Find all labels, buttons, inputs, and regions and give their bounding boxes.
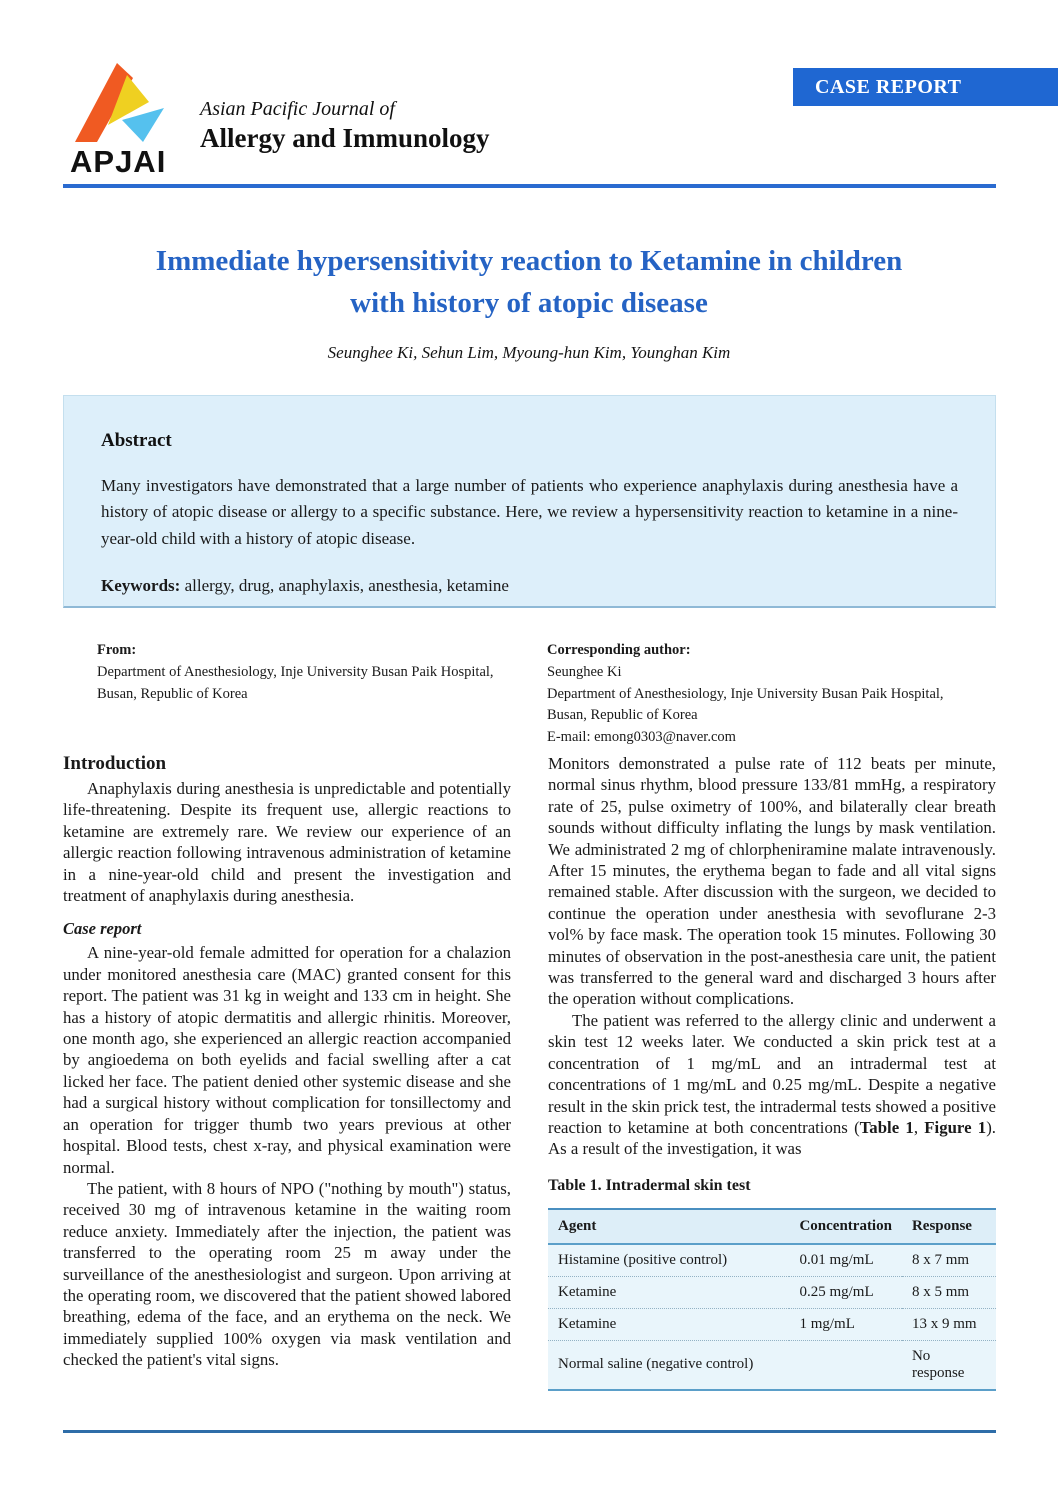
abstract-heading: Abstract (101, 430, 172, 451)
cell-concentration: 1 mg/mL (789, 1308, 902, 1340)
case-report-paragraph-3: Monitors demonstrated a pulse rate of 112 beats per minute, normal sinus rhythm, blood pressure 133/81 mmHg, a respiratory rate of 25, pulse oximetry of 100%, and bilaterally clear breath sounds without difficulty inflating the lungs by mask ventilation. We administrated 2 mg of chlorpheniramine malate intravenously. After 15 minutes, the erythema began to fade and all vital signs remained stable. After discussion with the surgeon, we decided to continue the operation under anesthesia with sevoflurane 2-3 vol% by face mask. The operation took 15 minutes. Following 30 minutes of observation in the post-anesthesia care unit, the patient was transferred to the general ward and discharged 3 hours after the operation without complications. (548, 754, 996, 1009)
case-report-paragraph-1: A nine-year-old female admitted for operation for a chalazion under monitored anesthesia care (MAC) granted consent for this report. The patient was 31 kg in weight and 133 cm in height. She has a history of atopic dermatitis and allergic rhinitis. Moreover, one month ago, she experienced an allergic reaction accompanied by angioedema on both eyelids and facial swelling after a cat licked her face. The patient denied other systemic disease and she had a surgical history without complication for tonsillectomy and an operation for trigger thumb two years previous at other hospital. Blood tests, chest x-ray, and physical examination were normal. (63, 943, 511, 1177)
cell-agent: Histamine (positive control) (548, 1244, 789, 1277)
cell-response: No response (902, 1340, 996, 1390)
cell-concentration: 0.25 mg/mL (789, 1276, 902, 1308)
article-title-line1: Immediate hypersensitivity reaction to Ketamine in children (155, 245, 903, 277)
article-title (63, 240, 995, 324)
cell-response: 8 x 5 mm (902, 1276, 996, 1308)
column-header-concentration: Concentration (789, 1209, 902, 1244)
case-report-badge: CASE REPORT (793, 68, 1058, 106)
affiliations (63, 640, 996, 749)
keywords-list: allergy, drug, anaphylaxis, anesthesia, ketamine (180, 576, 509, 596)
paragraph-text: ). As a result of the investigation, it was (548, 1117, 996, 1159)
corresponding-email: E-mail: emong0303@naver.com (547, 729, 736, 745)
cell-response: 13 x 9 mm (902, 1308, 996, 1340)
table-header-row (548, 1209, 996, 1244)
cell-concentration (789, 1340, 902, 1390)
corresponding-line: Department of Anesthesiology, Inje University Busan Paik Hospital, (547, 685, 944, 702)
table-row (548, 1308, 996, 1340)
left-column (63, 753, 511, 1391)
case-report-paragraph-4 (548, 1010, 996, 1160)
header-divider (63, 184, 996, 188)
table-1-caption: Table 1. Intradermal skin test (548, 1176, 751, 1194)
intradermal-skin-test-table (548, 1208, 996, 1391)
footer-divider (63, 1430, 996, 1433)
journal-name-line1: Asian Pacific Journal of (200, 98, 395, 120)
introduction-heading: Introduction (63, 753, 167, 774)
paragraph-text: The patient was referred to the allergy clinic and underwent a skin test 12 weeks later. We conducted a skin prick test at a concentration of 1 mg/mL and an intradermal test at concentrations of 1 mg/mL and 0.25 mg/mL. Despite a negative result in the skin prick test, the intradermal tests showed a positive reaction to ketamine at both concentrations ( (548, 1010, 996, 1137)
table-1-reference: Table 1 (859, 1117, 914, 1137)
case-report-paragraph-2: The patient, with 8 hours of NPO ("nothing by mouth") status, received 30 mg of intravenous ketamine in the waiting room reduce anxiety. Immediately after the injection, the patient was transferred to the operating room 25 m away under the surveillance of the anesthesiologist and surgeon. Upon arriving at the operating room, we discovered that the patient showed labored breathing, edema of the face, and an erythema on the neck. We immediately supplied 100% oxygen via mask ventilation and checked the patient's vital signs. (63, 1178, 511, 1370)
apjai-triangle-icon (70, 58, 178, 144)
cell-agent: Normal saline (negative control) (548, 1340, 789, 1390)
cell-agent: Ketamine (548, 1276, 789, 1308)
table-row (548, 1340, 996, 1390)
corresponding-label: Corresponding author: (547, 642, 691, 658)
article-body (63, 753, 996, 1391)
cell-agent: Ketamine (548, 1308, 789, 1340)
case-report-heading: Case report (63, 919, 142, 939)
corresponding-line: Seunghee Ki (547, 663, 622, 680)
table-row (548, 1244, 996, 1277)
apjai-logo (70, 58, 182, 177)
introduction-paragraph: Anaphylaxis during anesthesia is unpredictable and potentially life-threatening. Despite its frequent use, allergic reactions to ketamine are extremely rare. We review our experience of an allergic reaction following intravenous administration of ketamine in a nine-year-old child and present the investigation and treatment of anaphylaxis during anesthesia. (63, 779, 511, 906)
logo-wordmark: APJAI (70, 144, 167, 179)
table-row (548, 1276, 996, 1308)
right-column (548, 753, 996, 1391)
corresponding-line: Busan, Republic of Korea (547, 707, 698, 724)
abstract-body: Many investigators have demonstrated that a large number of patients who experience anaphylaxis during anesthesia have a history of atopic disease or allergy to a specific substance. Here, we review a hypersensitivity reaction to ketamine in a nine-year-old child with a history of atopic disease. (101, 476, 958, 548)
corresponding-author-block (547, 640, 996, 749)
from-block (63, 640, 510, 749)
abstract-keywords (101, 576, 958, 596)
keywords-label: Keywords: (101, 576, 181, 596)
from-label: From: (97, 642, 137, 658)
figure-1-reference: Figure 1 (924, 1117, 987, 1137)
cell-concentration: 0.01 mg/mL (789, 1244, 902, 1277)
from-line: Busan, Republic of Korea (97, 685, 248, 702)
journal-name (200, 98, 490, 154)
cell-response: 8 x 7 mm (902, 1244, 996, 1277)
paragraph-text: , (913, 1117, 925, 1137)
from-line: Department of Anesthesiology, Inje University Busan Paik Hospital, (97, 663, 494, 680)
column-header-agent: Agent (548, 1209, 789, 1244)
journal-name-line2: Allergy and Immunology (200, 123, 490, 153)
journal-header (70, 58, 490, 177)
article-title-line2: with history of atopic disease (350, 287, 708, 320)
article-authors: Seunghee Ki, Sehun Lim, Myoung-hun Kim, Younghan Kim (327, 343, 731, 362)
column-header-response: Response (902, 1209, 996, 1244)
abstract-box (63, 395, 996, 608)
